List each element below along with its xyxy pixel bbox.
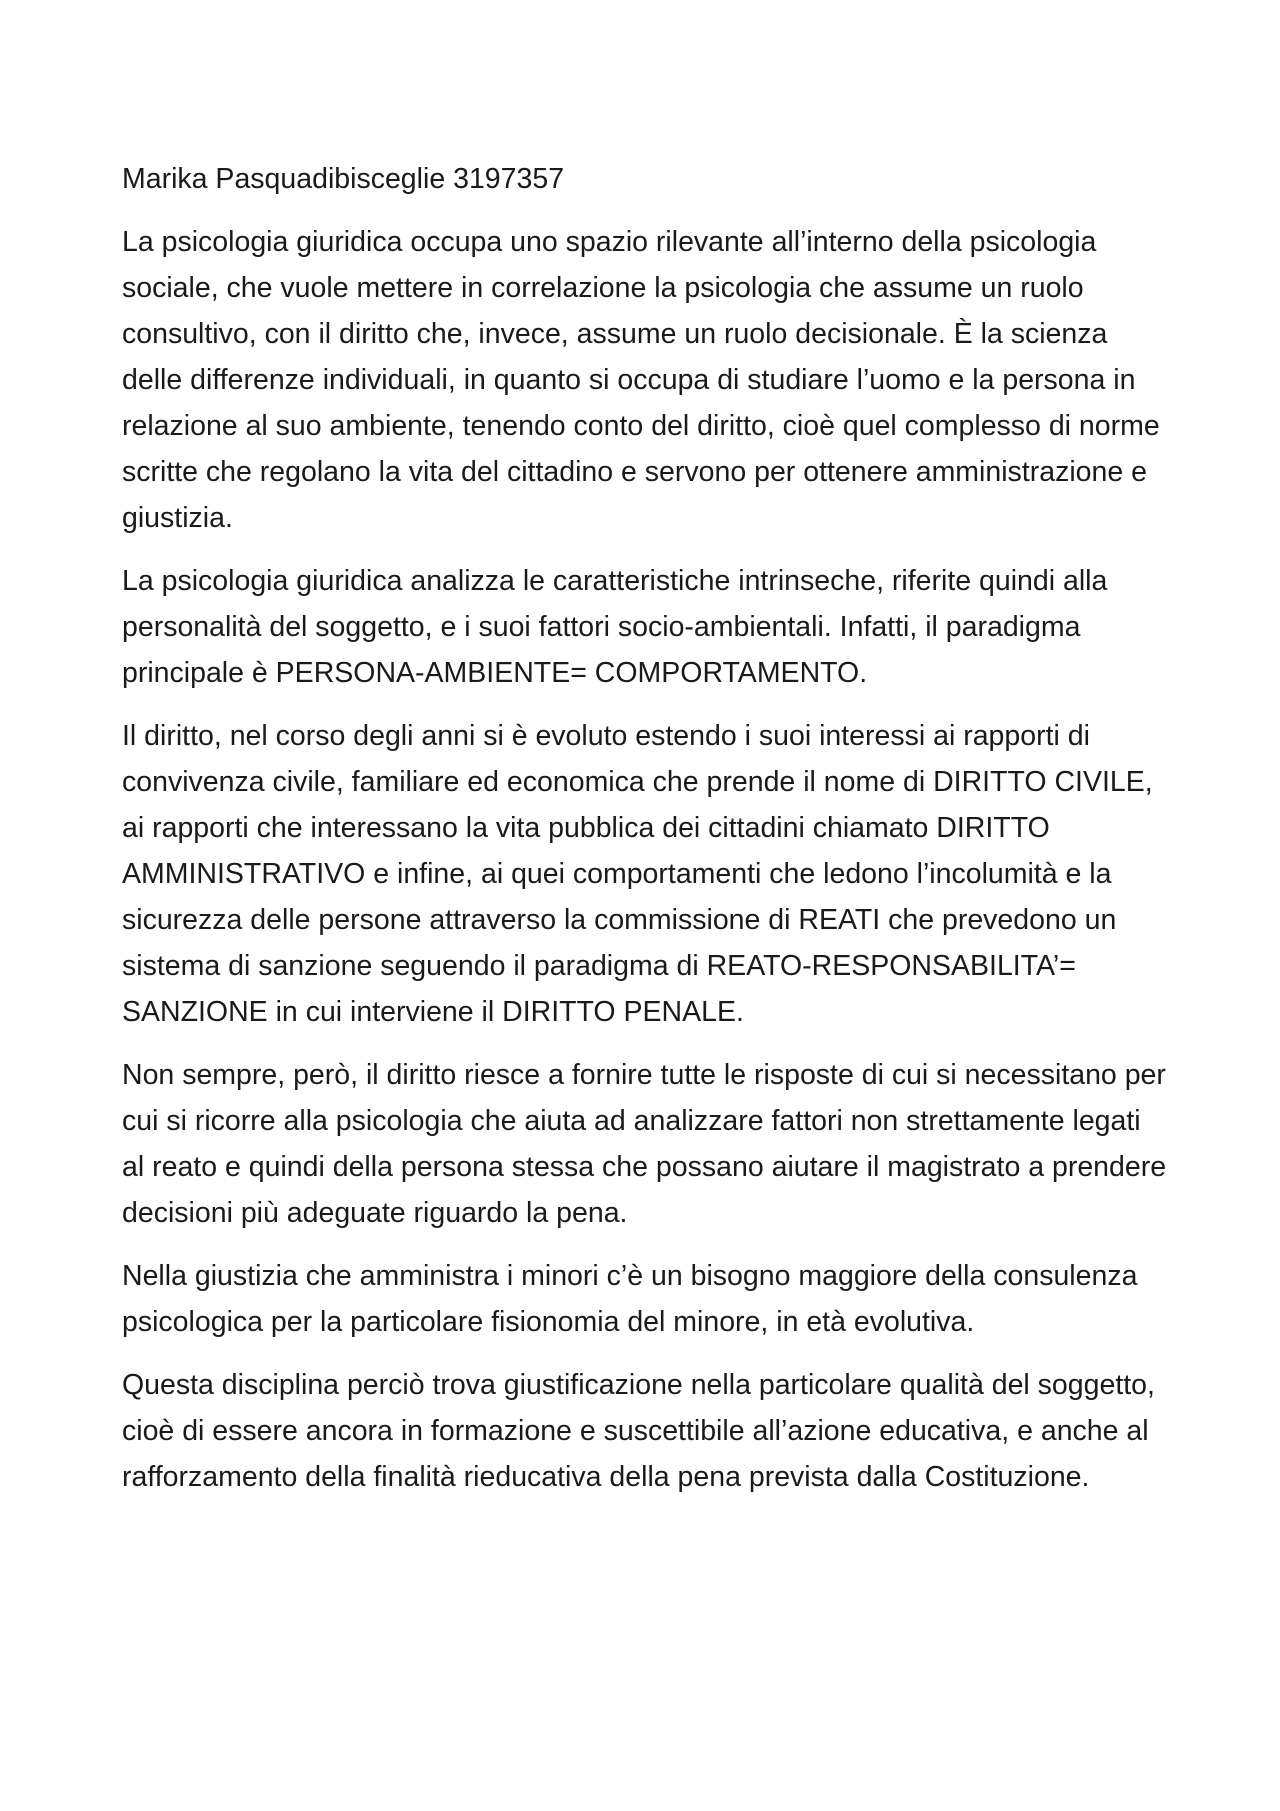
paragraph-1: La psicologia giuridica occupa uno spazio rilevante all’interno della psicologia sociale, che vuole mettere in correlazione la psicologia che assume un ruolo consultivo, con il diritto che, invece, assume un ruolo decisionale. È la scienza delle differenze individuali, in quanto si occupa di studiare l’uomo e la persona in relazione al suo ambiente, tenendo conto del diritto, cioè quel complesso di norme scritte che regolano la vita del cittadino e servono per ottenere amministrazione e giustizia.	[122, 226, 1160, 534]
paragraph-5: Nella giustizia che amministra i minori c’è un bisogno maggiore della consulenza psicologica per la particolare fisionomia del minore, in età evolutiva.	[122, 1260, 1138, 1338]
paragraph-6: Questa disciplina perciò trova giustificazione nella particolare qualità del soggetto, cioè di essere ancora in formazione e suscettibile all’azione educativa, e anche al rafforzamento della finalità rieducativa della pena prevista dalla Costituzione.	[122, 1369, 1155, 1493]
author-line: Marika Pasquadibisceglie 3197357	[122, 163, 565, 195]
paragraph-2: La psicologia giuridica analizza le caratteristiche intrinseche, riferite quindi alla personalità del soggetto, e i suoi fattori socio-ambientali. Infatti, il paradigma principale è PERSONA-AMBIENTE= COMPORTAMENTO.	[122, 565, 1108, 689]
paragraph-3: Il diritto, nel corso degli anni si è evoluto estendo i suoi interessi ai rapporti di convivenza civile, familiare ed economica che prende il nome di DIRITTO CIVILE, ai rapporti che interessano la vita pubblica dei cittadini chiamato DIRITTO AMMINISTRATIVO e infine, ai quei comportamenti che ledono l’incolumità e la sicurezza delle persone attraverso la commissione di REATI che prevedono un sistema di sanzione seguendo il paradigma di REATO-RESPONSABILITA’= SANZIONE in cui interviene il DIRITTO PENALE.	[122, 720, 1153, 1028]
paragraph-4: Non sempre, però, il diritto riesce a fornire tutte le risposte di cui si necessitano per cui si ricorre alla psicologia che aiuta ad analizzare fattori non strettamente legati al reato e quindi della persona stessa che possano aiutare il magistrato a prendere decisioni più adeguate riguardo la pena.	[122, 1059, 1167, 1229]
document-body	[122, 156, 1167, 1517]
